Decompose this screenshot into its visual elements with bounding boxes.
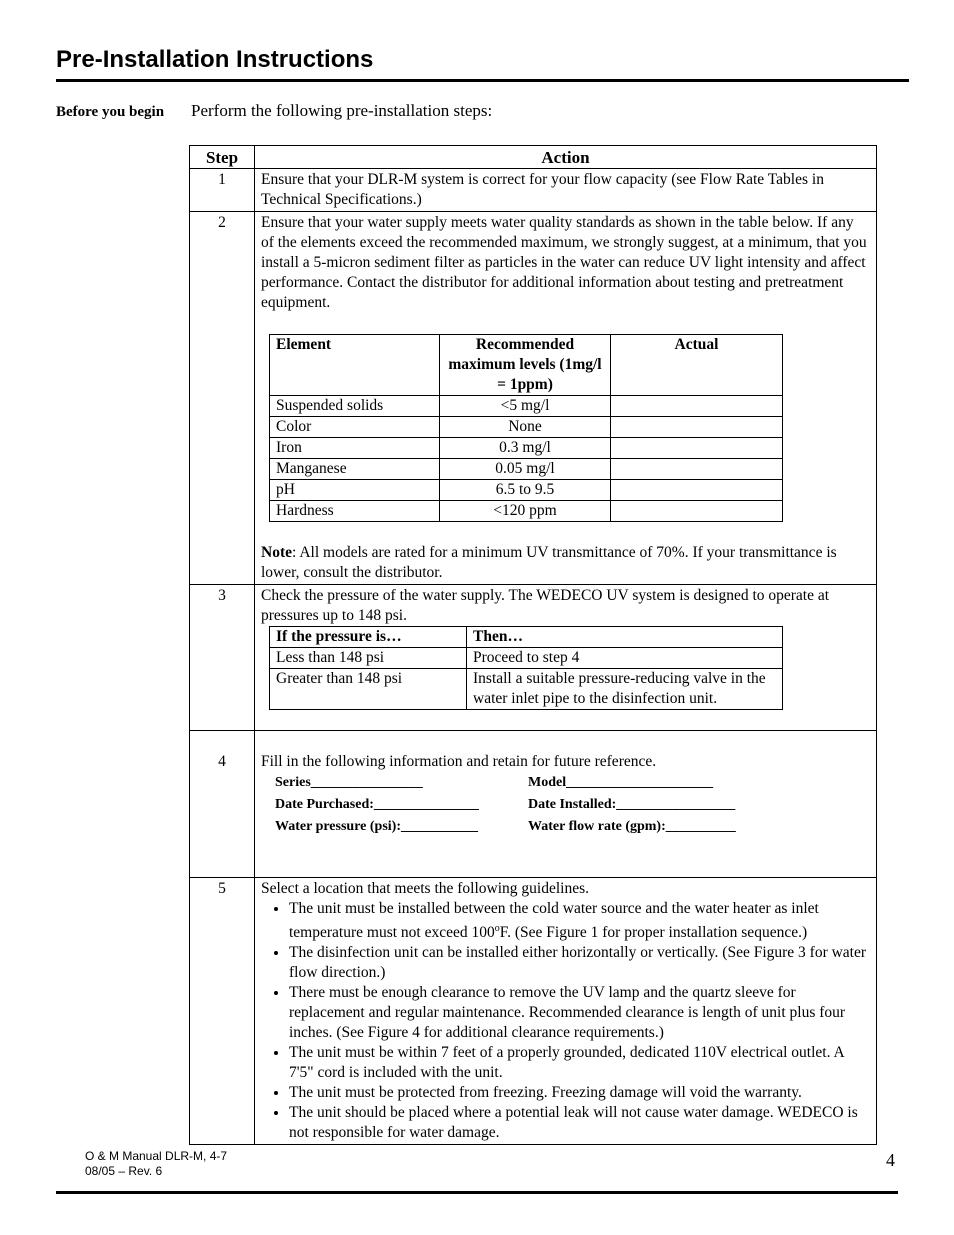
date-purchased-field[interactable]: Date Purchased:_______________ <box>275 797 479 812</box>
element-name: Hardness <box>270 501 440 522</box>
guideline-text-cont: F. (See Figure 1 for proper installation sequence.) <box>499 924 808 942</box>
step-action <box>255 878 877 1145</box>
step-action <box>255 731 877 878</box>
element-name: Iron <box>270 438 440 459</box>
step-row <box>190 878 877 1145</box>
guidelines-list <box>261 899 870 1143</box>
step-number: 1 <box>190 169 255 212</box>
info-form <box>275 772 870 838</box>
step-row <box>190 169 877 212</box>
guideline-item: • The disinfection unit can be installed either horizontally or vertically. (See Figure 3 for water flow direction.) <box>289 943 870 983</box>
step-row <box>190 585 877 731</box>
water-quality-table <box>269 334 783 522</box>
flow-rate-field[interactable]: Water flow rate (gpm):__________ <box>528 819 736 834</box>
quality-row <box>270 438 783 459</box>
step-number: 2 <box>190 212 255 585</box>
max-level: <120 ppm <box>440 501 611 522</box>
actual-value[interactable] <box>611 438 783 459</box>
guideline-item: • The unit must be within 7 feet of a properly grounded, dedicated 110V electrical outlet. A 7'5" cord is included with the unit. <box>289 1043 870 1083</box>
note <box>261 543 870 583</box>
guideline-item <box>289 899 870 943</box>
pressure-condition: Greater than 148 psi <box>270 669 467 710</box>
max-level: 0.3 mg/l <box>440 438 611 459</box>
recommended-header: Recommended maximum levels (1mg/l = 1ppm) <box>440 335 611 396</box>
step-text: Fill in the following information and retain for future reference. <box>261 753 657 770</box>
note-text: : All models are rated for a minimum UV transmittance of 70%. If your transmittance is lower, consult the distributor. <box>261 544 837 581</box>
guideline-item: • There must be enough clearance to remove the UV lamp and the quartz sleeve for replacement and regular maintenance. Recommended clearance is length of unit plus four inches. (See Figure 4 for additional clearance requirements.) <box>289 983 870 1043</box>
actual-header: Actual <box>611 335 783 396</box>
steps-header-row <box>190 146 877 169</box>
pressure-row <box>270 669 783 710</box>
step-text: Check the pressure of the water supply. The WEDECO UV system is designed to operate at pressures up to 148 psi. <box>261 587 830 624</box>
step-action <box>255 585 877 731</box>
footer-rule <box>56 1191 898 1194</box>
page-title: Pre-Installation Instructions <box>56 46 374 73</box>
action-column-header: Action <box>255 146 877 169</box>
step-text: Select a location that meets the following guidelines. <box>261 880 589 897</box>
element-header: Element <box>270 335 440 396</box>
quality-row <box>270 417 783 438</box>
pressure-action: Proceed to step 4 <box>467 648 783 669</box>
element-name: Color <box>270 417 440 438</box>
actual-value[interactable] <box>611 417 783 438</box>
step-row <box>190 212 877 585</box>
quality-row <box>270 501 783 522</box>
step-action: Ensure that your DLR-M system is correct for your flow capacity (see Flow Rate Tables in Technical Specifications.) <box>255 169 877 212</box>
water-pressure-field[interactable]: Water pressure (psi):___________ <box>275 819 478 834</box>
then-header: Then… <box>467 627 783 648</box>
model-field[interactable]: Model_____________________ <box>528 775 714 790</box>
footer-info <box>85 1149 227 1179</box>
step-number: 4 <box>190 731 255 878</box>
quality-row <box>270 396 783 417</box>
quality-header-row <box>270 335 783 396</box>
degree-superscript: o <box>494 923 500 934</box>
guideline-item: • The unit must be protected from freezing. Freezing damage will void the warranty. <box>289 1083 870 1103</box>
series-field[interactable]: Series________________ <box>275 775 423 790</box>
actual-value[interactable] <box>611 501 783 522</box>
guideline-item: • The unit should be placed where a potential leak will not cause water damage. WEDECO is not responsible for water damage. <box>289 1103 870 1143</box>
header-rule <box>56 79 909 82</box>
element-name: Manganese <box>270 459 440 480</box>
if-header: If the pressure is… <box>270 627 467 648</box>
steps-table <box>189 145 877 1145</box>
element-name: Suspended solids <box>270 396 440 417</box>
pressure-row <box>270 648 783 669</box>
actual-value[interactable] <box>611 459 783 480</box>
pressure-action: Install a suitable pressure-reducing valve in the water inlet pipe to the disinfection unit. <box>467 669 783 710</box>
step-action <box>255 212 877 585</box>
pressure-table <box>269 626 783 710</box>
step-number: 3 <box>190 585 255 731</box>
side-label: Before you begin <box>56 104 165 120</box>
pressure-header-row <box>270 627 783 648</box>
quality-row <box>270 480 783 501</box>
page-number: 4 <box>886 1150 895 1170</box>
element-name: pH <box>270 480 440 501</box>
max-level: <5 mg/l <box>440 396 611 417</box>
note-label: Note <box>261 544 292 561</box>
guideline-text: The unit must be installed between the cold water source and the water heater as inlet temperature must not exceed 100 <box>289 900 819 942</box>
step-row <box>190 731 877 878</box>
actual-value[interactable] <box>611 396 783 417</box>
step-column-header: Step <box>190 146 255 169</box>
step-number: 5 <box>190 878 255 1145</box>
manual-name: O & M Manual DLR-M, 4-7 <box>85 1149 228 1163</box>
quality-row <box>270 459 783 480</box>
step-text: Ensure that your water supply meets water quality standards as shown in the table below. If any of the elements exceed the recommended maximum, we strongly suggest, at a minimum, that you install a 5-micron sediment filter as particles in the water can reduce UV light intensity and affect performance. Contact the distributor for additional information about testing and pretreatment equipment. <box>261 214 867 311</box>
pressure-condition: Less than 148 psi <box>270 648 467 669</box>
intro-text: Perform the following pre-installation steps: <box>191 101 493 120</box>
revision: 08/05 – Rev. 6 <box>85 1164 163 1178</box>
max-level: 0.05 mg/l <box>440 459 611 480</box>
max-level: 6.5 to 9.5 <box>440 480 611 501</box>
date-installed-field[interactable]: Date Installed:_________________ <box>528 797 736 812</box>
actual-value[interactable] <box>611 480 783 501</box>
max-level: None <box>440 417 611 438</box>
